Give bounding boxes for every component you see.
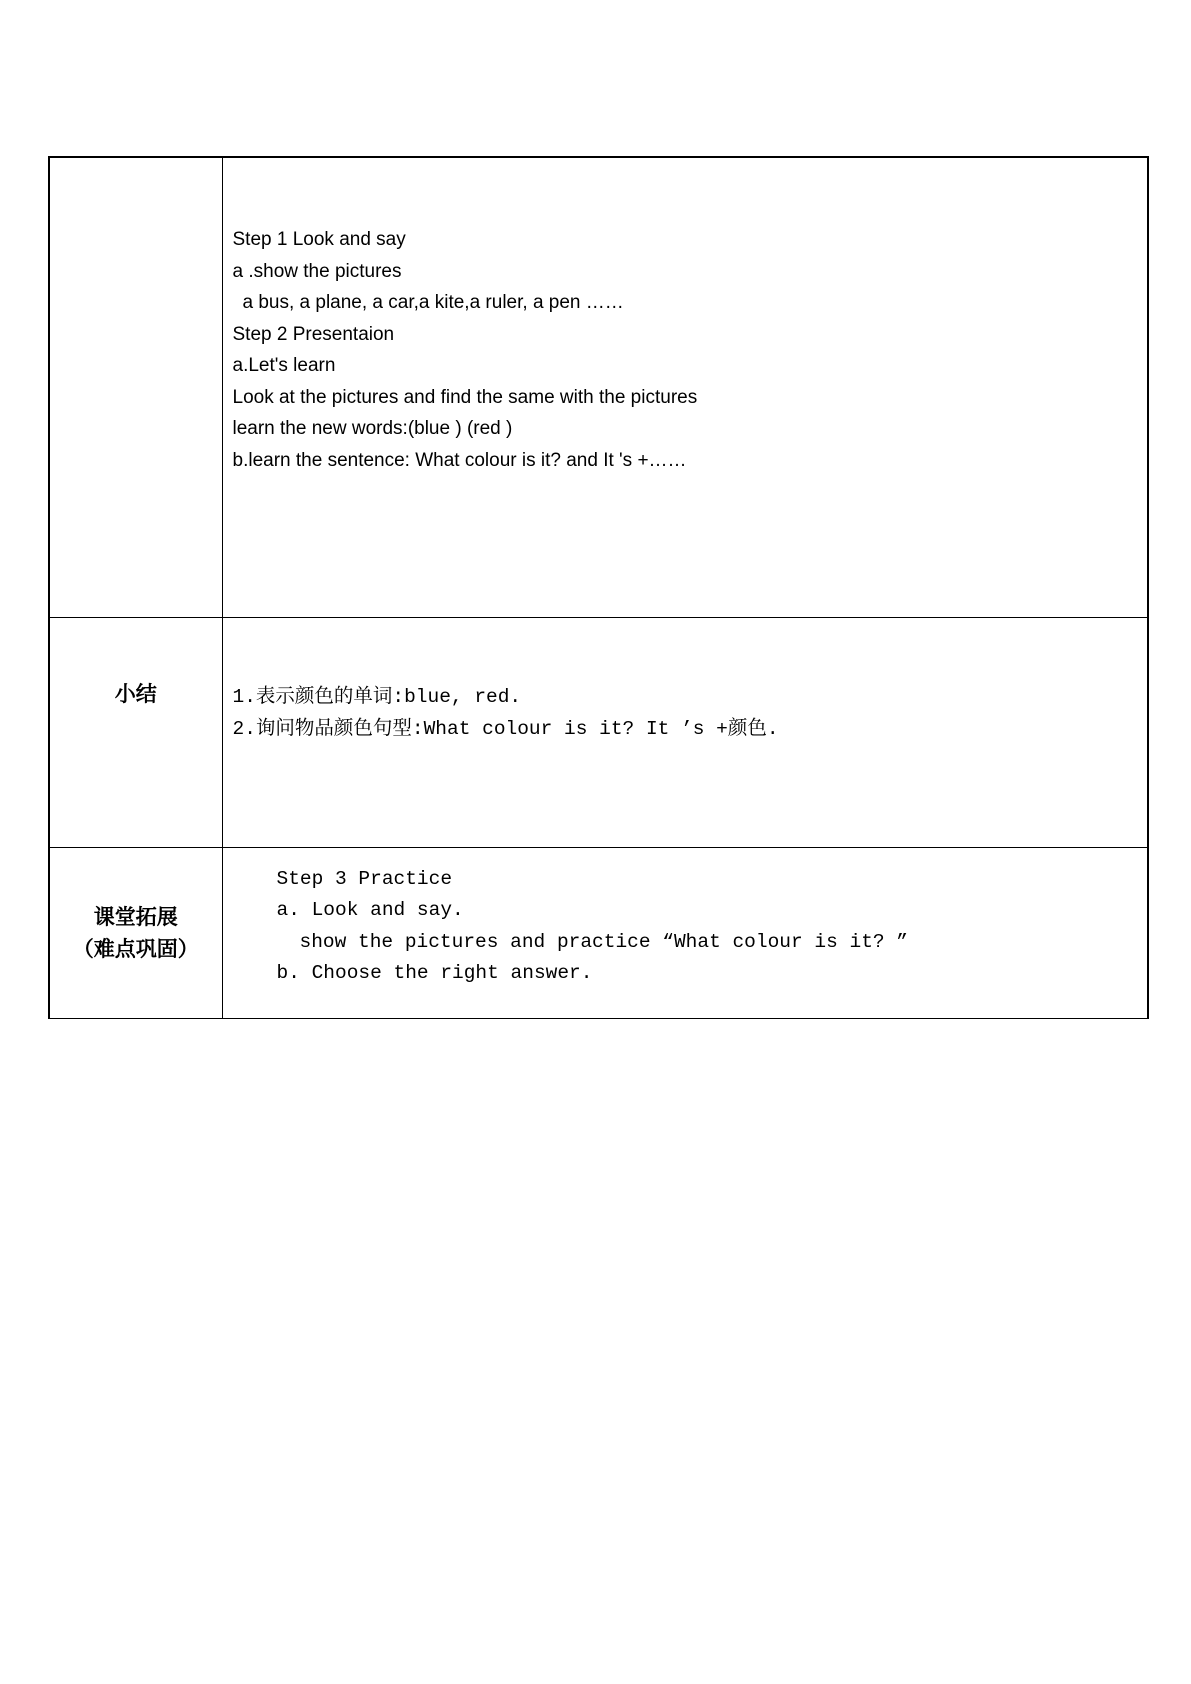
content-line: Step 3 Practice xyxy=(276,867,453,890)
content-line: Step 1 Look and say xyxy=(232,229,406,251)
summary-label: 小结 xyxy=(114,682,157,706)
content-line: 1.表示颜色的单词:blue, red. xyxy=(232,686,522,708)
row-label-empty xyxy=(49,157,222,617)
content-line: learn the new words:(blue ) (red ) xyxy=(232,418,513,440)
content-line: Look at the pictures and find the same with the pictures xyxy=(232,386,698,408)
content-line: 2.询问物品颜色句型:What colour is it? It ’s +颜色. xyxy=(232,718,779,740)
table-row-teaching-steps xyxy=(49,157,1148,617)
extension-label-line1: 课堂拓展 xyxy=(93,904,178,929)
content-line: b. Choose the right answer. xyxy=(276,962,593,984)
content-line: show the pictures and practice “What colour is it? ” xyxy=(299,930,908,953)
extension-content xyxy=(222,847,1148,1018)
summary-content xyxy=(222,617,1148,847)
content-line: a.Let's learn xyxy=(232,355,336,377)
lesson-plan-table xyxy=(48,156,1149,1019)
content-line: a. Look and say. xyxy=(276,899,464,921)
table-row-summary xyxy=(49,617,1148,847)
content-line: Step 2 Presentaion xyxy=(232,323,395,345)
content-line: a bus, a plane, a car,a kite,a ruler, a pen …… xyxy=(242,292,624,314)
content-line: b.learn the sentence: What colour is it? and It 's +…… xyxy=(232,449,687,471)
table-row-extension xyxy=(49,847,1148,1018)
row-label-extension xyxy=(49,847,222,1018)
content-line: a .show the pictures xyxy=(232,260,402,282)
row-label-summary xyxy=(49,617,222,847)
extension-label-line2: （难点巩固） xyxy=(72,936,199,961)
teaching-steps-content xyxy=(222,157,1148,617)
